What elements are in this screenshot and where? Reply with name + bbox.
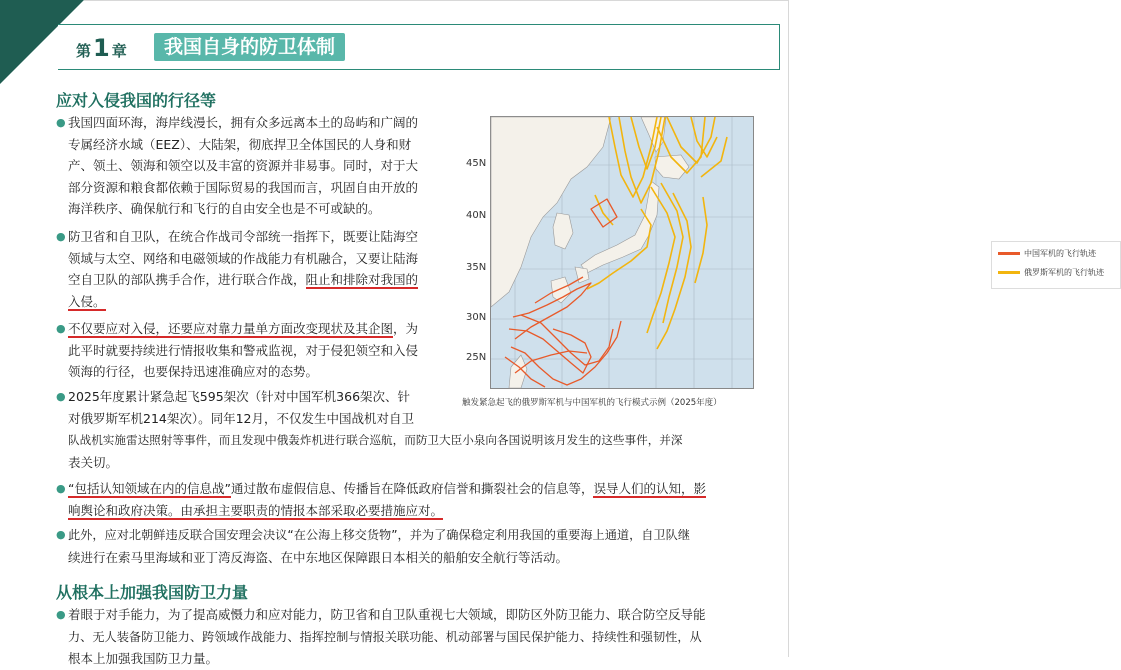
line: 表关切。 (68, 454, 119, 470)
chapter-header (58, 24, 780, 70)
bullet-icon: ● (56, 116, 66, 129)
line: 通过散布虚假信息、传播旨在降低政府信誉和撕裂社会的信息等， (230, 481, 594, 496)
paragraph-6 (56, 524, 776, 568)
line: ，为 (393, 321, 419, 336)
bullet-icon: ● (56, 230, 66, 243)
chapter-title: 我国自身的防卫体制 (154, 33, 345, 61)
y-tick: 45N (466, 158, 487, 169)
legend-item-russia (998, 266, 1104, 280)
land (491, 117, 689, 388)
paragraph-2 (56, 226, 456, 312)
figure-caption: 触发紧急起飞的俄罗斯军机与中国军机的飞行模式示例（2025年度） (462, 398, 722, 408)
line: 领海的行径，也要保持迅速准确应对的态势。 (68, 364, 319, 379)
top-rule (84, 0, 788, 1)
section-heading-2: 从根本上加强我国防卫力量 (56, 583, 249, 602)
chapter-label (76, 34, 127, 62)
legend-swatch-icon (998, 271, 1020, 274)
line: 此外，应对北朝鲜违反联合国安理会决议“在公海上移交货物”，并为了确保稳定利用我国的重要海上通道，自卫队继 (68, 528, 691, 542)
map-graphic (491, 117, 753, 388)
chapter-number: 1 (93, 34, 110, 62)
bullet-icon: ● (56, 322, 66, 335)
line: 对俄罗斯军机214架次）。同年12月，不仅发生中国战机对自卫 (68, 410, 415, 426)
right-rule (788, 0, 789, 657)
paragraph-1 (56, 112, 456, 220)
line: 部分资源和粮食都依赖于国际贸易的我国而言，巩固自由开放的 (68, 179, 419, 195)
line: 领域与太空、网络和电磁领域的作战能力有机融合，又要让陆海 (68, 250, 419, 266)
line: 空自卫队的部队携手合作，进行联合作战， (68, 272, 306, 287)
y-tick: 25N (466, 352, 487, 363)
paragraph-7 (56, 604, 776, 670)
underlined-text: “包括认知领域在内的信息战” (68, 481, 231, 496)
line: 力、无人装备防卫能力、跨领域作战能力、指挥控制与情报关联功能、机动部署与国民保护能力、持续性和强韧性，从 (68, 629, 702, 644)
y-tick: 40N (466, 210, 487, 221)
underlined-text: 由承担主要职责的情报本部采取必要措施应对。 (180, 502, 444, 518)
line: 专属经济水域（EEZ）、大陆架，彻底捍卫全体国民的人身和财 (68, 136, 412, 152)
line: 根本上加强我国防卫力量。 (68, 651, 219, 666)
paragraph-3 (56, 318, 456, 383)
line: 队战机实施雷达照射等事件，而且发现中俄轰炸机进行联合巡航，而防卫大臣小泉向各国说明该月发生的这些事件，并深 (68, 433, 683, 447)
bullet-icon: ● (56, 482, 66, 495)
bullet-icon: ● (56, 390, 66, 403)
underlined-text: 不仅要应对入侵，还要应对靠力量单方面改变现状及其企图 (68, 321, 394, 336)
chapter-suffix: 章 (111, 42, 127, 60)
underlined-text: 阻止和排除对我国的 (305, 272, 419, 287)
section-heading-1: 应对入侵我国的行径等 (56, 91, 217, 110)
line: 产、领土、领海和领空以及丰富的资源并非易事。同时，对于大 (68, 158, 419, 173)
line: 此平时就要持续进行情报收集和警戒监视，对于侵犯领空和入侵 (68, 342, 419, 358)
underlined-text: 响舆论和政府决策。 (68, 502, 181, 518)
legend-swatch-icon (998, 252, 1020, 255)
y-tick: 30N (466, 312, 487, 323)
paragraph-5 (56, 478, 776, 521)
russian-tracks (587, 117, 727, 349)
underlined-text: 误导人们的认知，影 (593, 481, 706, 496)
map-legend (991, 241, 1121, 289)
legend-label: 中国军机的飞行轨迹 (1024, 249, 1096, 258)
line: 着眼于对手能力，为了提高威慑力和应对能力，防卫省和自卫队重视七大领域，即防区外防卫能力、联合防空反导能 (68, 607, 706, 622)
chapter-prefix: 第 (76, 42, 92, 60)
bullet-icon: ● (56, 608, 66, 621)
flight-track-map (490, 116, 1104, 389)
line: 我国四面环海，海岸线漫长，拥有众多远离本土的岛屿和广阔的 (68, 115, 419, 130)
y-tick: 35N (466, 262, 487, 273)
legend-item-china (998, 247, 1096, 261)
line: 2025年度累计紧急起飞595架次（针对中国军机366架次、针 (68, 389, 411, 404)
underlined-text: 入侵。 (68, 293, 106, 309)
line: 海洋秩序、确保航行和飞行的自由安全也是不可或缺的。 (68, 201, 381, 216)
line: 续进行在索马里海域和亚丁湾反海盗、在中东地区保障跟日本相关的船舶安全航行等活动。 (68, 549, 569, 565)
bullet-icon: ● (56, 528, 66, 541)
legend-label: 俄罗斯军机的飞行轨迹 (1024, 268, 1104, 277)
line: 防卫省和自卫队，在统合作战司令部统一指挥下，既要让陆海空 (68, 229, 419, 244)
